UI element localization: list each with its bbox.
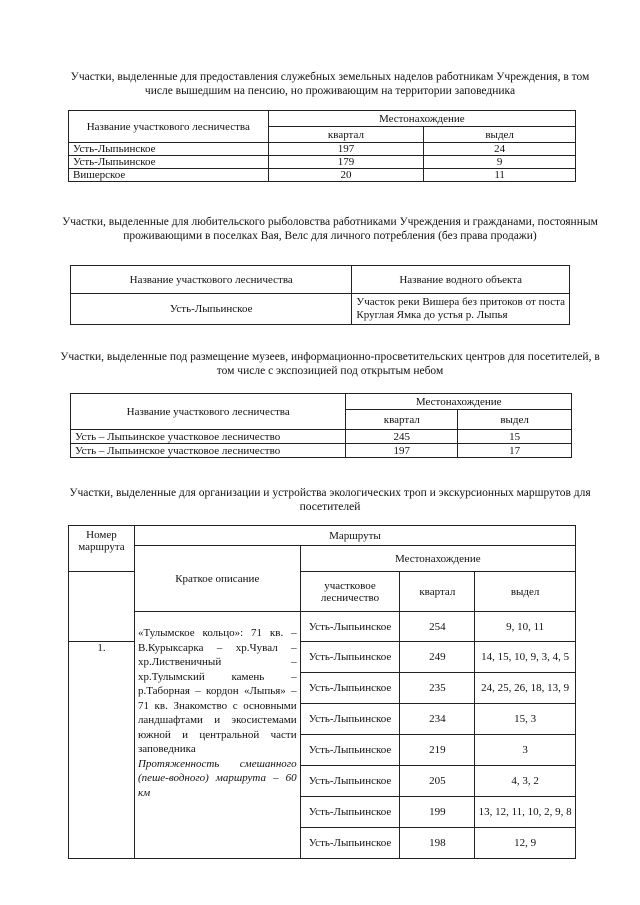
cell-kvartal: 198: [400, 828, 475, 859]
cell-forestry: Усть – Лыпьинское участковое лесничество: [71, 444, 346, 458]
fishing-table: [70, 265, 570, 325]
cell-vydel: 24, 25, 26, 18, 13, 9: [475, 673, 576, 704]
cell-vydel: 17: [458, 444, 572, 458]
cell-vydel: 15, 3: [475, 704, 576, 735]
cell-vydel: 24: [424, 143, 576, 156]
cell-vydel: 15: [458, 430, 572, 444]
cell-kvartal: 20: [268, 169, 424, 182]
col-route-number: Номер маршрута: [69, 526, 135, 572]
route-number: 1.: [69, 642, 135, 859]
eco-trails-table: [68, 525, 576, 859]
cell-forestry: Усть-Лыпьинское: [69, 143, 269, 156]
col-vydel: выдел: [475, 572, 576, 612]
col-location: Местонахождение: [268, 111, 575, 127]
col-kvartal: квартал: [346, 410, 458, 430]
cell-kvartal: 249: [400, 642, 475, 673]
cell-vydel: 9: [424, 156, 576, 169]
cell-forestry: Вишерское: [69, 169, 269, 182]
col-forestry: Название участкового лесничества: [71, 266, 352, 294]
cell-vydel: 4, 3, 2: [475, 766, 576, 797]
section1-heading: Участки, выделенные для предоставления служебных земельных наделов работникам Учреждения, в том числе вышедшим на пенсию, но проживающим на территории заповедника: [70, 71, 590, 97]
cell-kvartal: 197: [268, 143, 424, 156]
col-description: Краткое описание: [134, 546, 300, 612]
col-location: Местонахождение: [300, 546, 575, 572]
cell-forestry: Усть-Лыпьинское: [300, 704, 400, 735]
col-forestry: Название участкового лесничества: [69, 111, 269, 143]
cell-kvartal: 199: [400, 797, 475, 828]
cell-forestry: Усть-Лыпьинское: [300, 828, 400, 859]
cell-kvartal: 235: [400, 673, 475, 704]
cell-vydel: 3: [475, 735, 576, 766]
table-row: [69, 612, 576, 642]
route-description: «Тулымское кольцо»: 71 кв. – В.Курыксарка – хр.Чувал – хр.Лиственичный – хр.Тулымский камень – р.Таборная – кордон «Лыпья» – 71 кв. Знакомство с основными ландшафтами и экосистемами южной и центральной части заповедника: [137, 627, 297, 755]
cell-forestry: Усть-Лыпьинское: [300, 797, 400, 828]
section2-heading: Участки, выделенные для любительского рыболовства работниками Учреждения и гражданами, постоянным проживающими в поселках Вая, Велс для личного потребления (без права продажи): [62, 216, 598, 242]
col-routes: Маршруты: [134, 526, 575, 546]
cell-forestry: Усть-Лыпьинское: [300, 612, 400, 642]
cell-forestry: Усть-Лыпьинское: [71, 294, 352, 325]
cell-vydel: 11: [424, 169, 576, 182]
col-vydel: выдел: [424, 127, 576, 143]
col-forestry: Название участкового лесничества: [71, 394, 346, 430]
route-description-cell: [134, 612, 300, 859]
cell-forestry: Усть-Лыпьинское: [300, 766, 400, 797]
col-kvartal: квартал: [400, 572, 475, 612]
cell-kvartal: 219: [400, 735, 475, 766]
cell-kvartal: 254: [400, 612, 475, 642]
cell-kvartal: 179: [268, 156, 424, 169]
col-kvartal: квартал: [268, 127, 424, 143]
cell-forestry: Усть-Лыпьинское: [300, 735, 400, 766]
cell-vydel: 12, 9: [475, 828, 576, 859]
col-vydel: выдел: [458, 410, 572, 430]
cell-forestry: Усть-Лыпьинское: [69, 156, 269, 169]
col-location: Местонахождение: [346, 394, 572, 410]
table-row: [71, 444, 572, 458]
cell-kvartal: 197: [346, 444, 458, 458]
section3-heading: Участки, выделенные под размещение музеев, информационно-просветительских центров для посетителей, в том числе с экспозицией под открытым небом: [60, 351, 600, 377]
col-forestry: участковое лесничество: [300, 572, 400, 612]
cell-forestry: Усть – Лыпьинское участковое лесничество: [71, 430, 346, 444]
table-row: [71, 294, 570, 325]
cell-forestry: Усть-Лыпьинское: [300, 642, 400, 673]
col-water-object: Название водного объекта: [352, 266, 570, 294]
cell-kvartal: 234: [400, 704, 475, 735]
cell-forestry: Усть-Лыпьинское: [300, 673, 400, 704]
cell-vydel: 14, 15, 10, 9, 3, 4, 5: [475, 642, 576, 673]
route-length: Протяженность смешанного (пеше-водного) маршрута – 60 км: [137, 757, 297, 799]
number-spacer: [69, 572, 135, 642]
land-allotments-table: [68, 110, 576, 182]
cell-kvartal: 245: [346, 430, 458, 444]
section4-heading: Участки, выделенные для организации и устройства экологических троп и экскурсионных маршрутов для посетителей: [69, 487, 591, 513]
cell-vydel: 9, 10, 11: [475, 612, 576, 642]
museums-table: [70, 393, 572, 458]
table-row: [69, 169, 576, 182]
table-row: [71, 430, 572, 444]
cell-water-object: Участок реки Вишера без притоков от поста Круглая Ямка до устья р. Лыпья: [352, 294, 570, 325]
cell-kvartal: 205: [400, 766, 475, 797]
table-row: [69, 156, 576, 169]
table-row: [69, 143, 576, 156]
cell-vydel: 13, 12, 11, 10, 2, 9, 8: [475, 797, 576, 828]
